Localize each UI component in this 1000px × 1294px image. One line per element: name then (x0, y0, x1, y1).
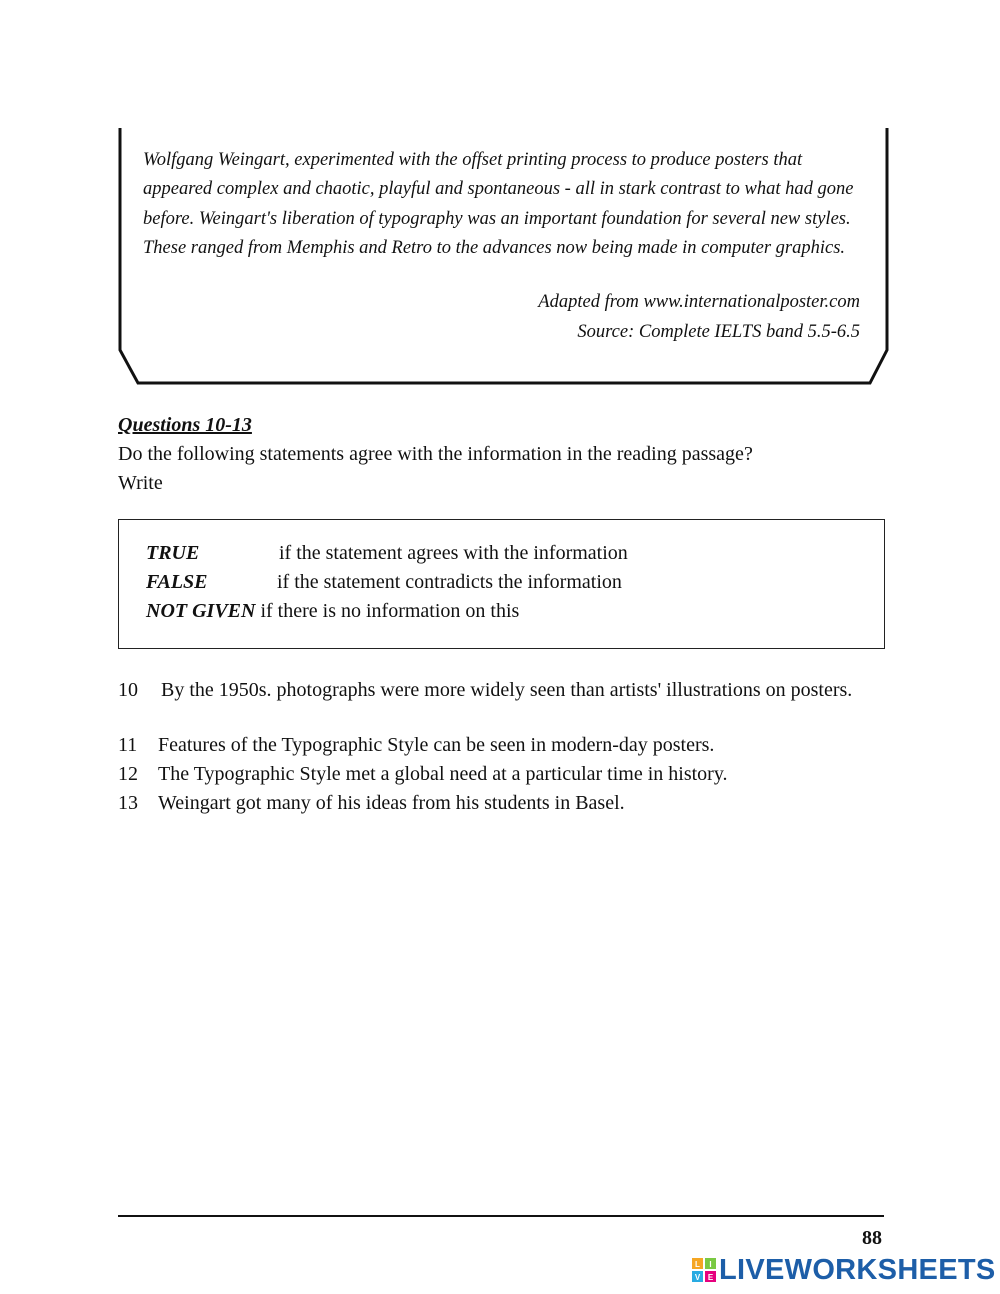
source-credit: Source: Complete IELTS band 5.5-6.5 (577, 322, 860, 342)
key-term: TRUE (146, 542, 200, 564)
instruction-line: Do the following statements agree with the information in the reading passage? (118, 443, 753, 465)
statement-number: 13 (118, 792, 138, 814)
statement-13 (118, 792, 625, 815)
instruction-write: Write (118, 472, 163, 494)
key-row-false (146, 571, 622, 594)
statement-text: Weingart got many of his ideas from his students in Basel. (158, 792, 625, 814)
statement-text: The Typographic Style met a global need at a particular time in history. (158, 763, 728, 785)
statement-11 (118, 734, 714, 757)
liveworksheets-logo-icon (692, 1258, 716, 1282)
adapted-from-credit: Adapted from www.internationalposter.com (538, 292, 860, 312)
key-row-not-given (146, 600, 519, 623)
statement-12 (118, 763, 728, 786)
key-meaning: if there is no information on this (260, 600, 520, 622)
key-term: FALSE (146, 571, 208, 593)
key-row-true (146, 542, 628, 565)
statement-text: By the 1950s. photographs were more widely seen than artists' illustrations on posters. (161, 679, 853, 701)
svg-text:E: E (707, 1273, 714, 1282)
liveworksheets-logo[interactable] (692, 1253, 996, 1287)
svg-text:L: L (695, 1260, 700, 1269)
svg-text:V: V (694, 1273, 701, 1282)
brand-name: LIVEWORKSHEETS (719, 1253, 996, 1286)
answer-key-box (118, 519, 885, 649)
statement-10 (118, 675, 884, 705)
key-meaning: if the statement agrees with the information (279, 542, 628, 564)
statement-text: Features of the Typographic Style can be seen in modern-day posters. (158, 734, 715, 756)
passage-text: Wolfgang Weingart, experimented with the offset printing process to produce posters that appeared complex and chaotic, playful and spontaneous - all in stark contrast to what had gone before. Weingart's liberation of typography was an important foundation for several new styles. These ranged from Memphis and Retro to the advances now being made in computer graphics. (143, 150, 854, 258)
svg-text:I: I (709, 1260, 712, 1269)
page-number: 88 (862, 1227, 882, 1249)
questions-heading: Questions 10-13 (118, 414, 252, 436)
key-meaning: if the statement contradicts the information (277, 571, 622, 593)
statement-number: 12 (118, 763, 138, 785)
statement-number: 10 (118, 679, 138, 701)
statement-number: 11 (118, 734, 138, 756)
key-term: NOT GIVEN (146, 600, 256, 622)
footer-divider (118, 1215, 884, 1217)
